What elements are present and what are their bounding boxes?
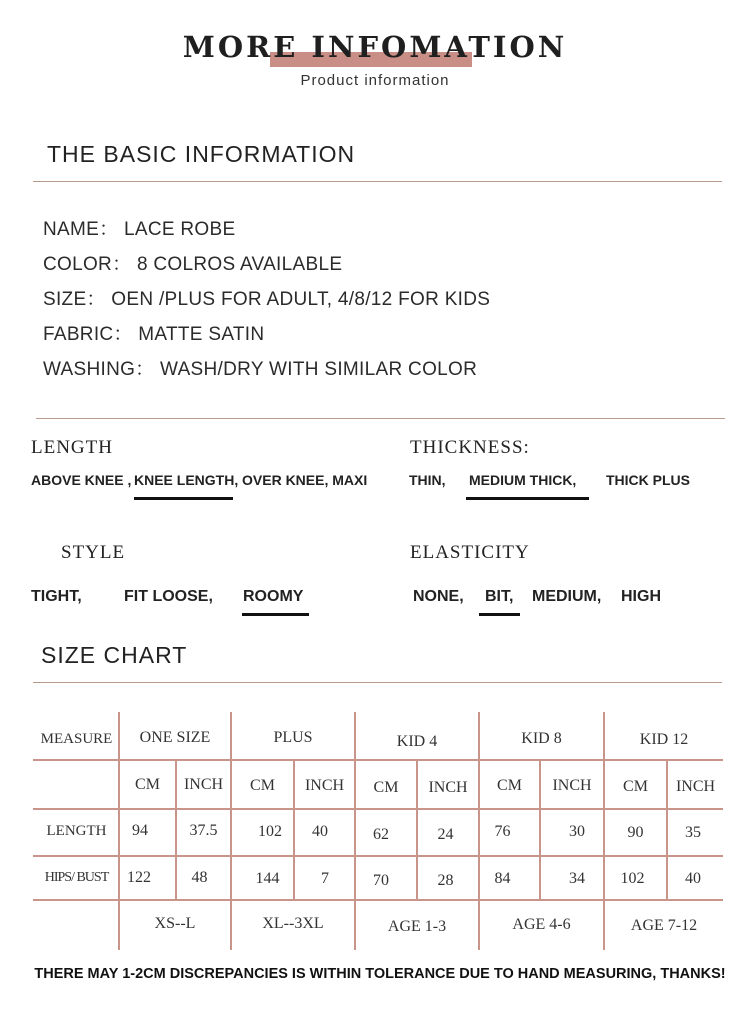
style-option-selected: ROOMY (243, 588, 304, 605)
info-size: SIZE： OEN /PLUS FOR ADULT, 4/8/12 FOR KIDS (43, 289, 491, 310)
elasticity-option: MEDIUM, (532, 588, 602, 605)
table-cell: 35 (685, 824, 701, 841)
basic-info-title: THE BASIC INFORMATION (47, 141, 356, 167)
page-title: MORE INFOMATION (182, 30, 568, 64)
length-option: OVER KNEE, MAXI (242, 472, 368, 488)
thickness-option-selected: MEDIUM THICK, (469, 472, 577, 488)
thickness-option: THICK PLUS (606, 472, 690, 488)
size-chart-title: SIZE CHART (41, 642, 188, 668)
group-header: ONE SIZE (139, 729, 211, 746)
unit-cm: CM (250, 777, 275, 794)
info-name: NAME： LACE ROBE (43, 219, 236, 240)
thickness-option: THIN, (409, 472, 446, 488)
table-cell: 34 (569, 870, 585, 887)
table-cell: 94 (132, 822, 148, 839)
elasticity-option: NONE, (413, 588, 464, 605)
table-cell: 102 (258, 823, 282, 840)
table-cell: 28 (437, 872, 454, 889)
group-header: KID 4 (396, 733, 438, 750)
table-cell: 84 (494, 870, 511, 887)
style-title: STYLE (61, 542, 126, 563)
table-cell: 24 (437, 826, 454, 843)
elasticity-option: HIGH (621, 588, 661, 605)
unit-inch: INCH (675, 778, 716, 795)
table-cell: 48 (191, 869, 208, 886)
info-fabric: FABRIC： MATTE SATIN (43, 324, 265, 345)
thickness-title: THICKNESS: (410, 437, 530, 458)
footer-note: THERE MAY 1-2CM DISCREPANCIES IS WITHIN TOLERANCE DUE TO HAND MEASURING, THANKS! (34, 966, 726, 982)
table-cell: 90 (627, 824, 644, 841)
unit-inch: INCH (428, 779, 468, 796)
unit-inch: INCH (183, 776, 224, 793)
length-option: ABOVE KNEE , (31, 472, 132, 488)
table-cell: 40 (312, 823, 328, 840)
table-cell: 144 (255, 870, 280, 887)
elasticity-title: ELASTICITY (410, 542, 530, 563)
group-header: KID 12 (639, 731, 689, 748)
style-option: TIGHT, (31, 588, 82, 605)
measure-header: MEASURE (40, 731, 113, 747)
table-cell: 76 (494, 823, 511, 840)
unit-cm: CM (373, 779, 399, 796)
length-option-selected: KNEE LENGTH, (134, 472, 239, 488)
size-range: XL--3XL (262, 915, 324, 932)
info-color: COLOR： 8 COLROS AVAILABLE (43, 254, 343, 275)
unit-cm: CM (497, 777, 522, 794)
row-label-length: LENGTH (46, 823, 107, 839)
length-title: LENGTH (31, 437, 113, 458)
grid-line (33, 855, 723, 857)
table-cell: 62 (373, 826, 389, 843)
table-cell: 37.5 (189, 822, 218, 839)
group-header: KID 8 (521, 730, 562, 747)
elasticity-option-selected: BIT, (485, 588, 514, 605)
table-cell: 122 (127, 869, 151, 886)
page-subtitle: Product information (300, 72, 450, 89)
row-label-hips-bust: HIPS/ BUST (44, 870, 109, 885)
size-range: AGE 7-12 (630, 917, 698, 934)
size-range: AGE 1-3 (387, 918, 447, 935)
grid-line (33, 808, 723, 810)
table-cell: 70 (373, 872, 389, 889)
unit-inch: INCH (552, 777, 592, 794)
table-cell: 7 (321, 870, 329, 887)
unit-cm: CM (135, 776, 160, 793)
info-washing: WASHING： WASH/DRY WITH SIMILAR COLOR (43, 359, 478, 380)
table-cell: 102 (620, 870, 645, 887)
unit-cm: CM (623, 778, 648, 795)
grid-line (33, 899, 723, 901)
style-option: FIT LOOSE, (124, 588, 213, 605)
size-range: AGE 4-6 (512, 916, 571, 933)
table-cell: 40 (685, 870, 701, 887)
group-header: PLUS (273, 729, 313, 746)
grid-line (33, 759, 723, 761)
table-cell: 30 (569, 823, 585, 840)
unit-inch: INCH (304, 777, 345, 794)
size-range: XS--L (154, 915, 196, 932)
